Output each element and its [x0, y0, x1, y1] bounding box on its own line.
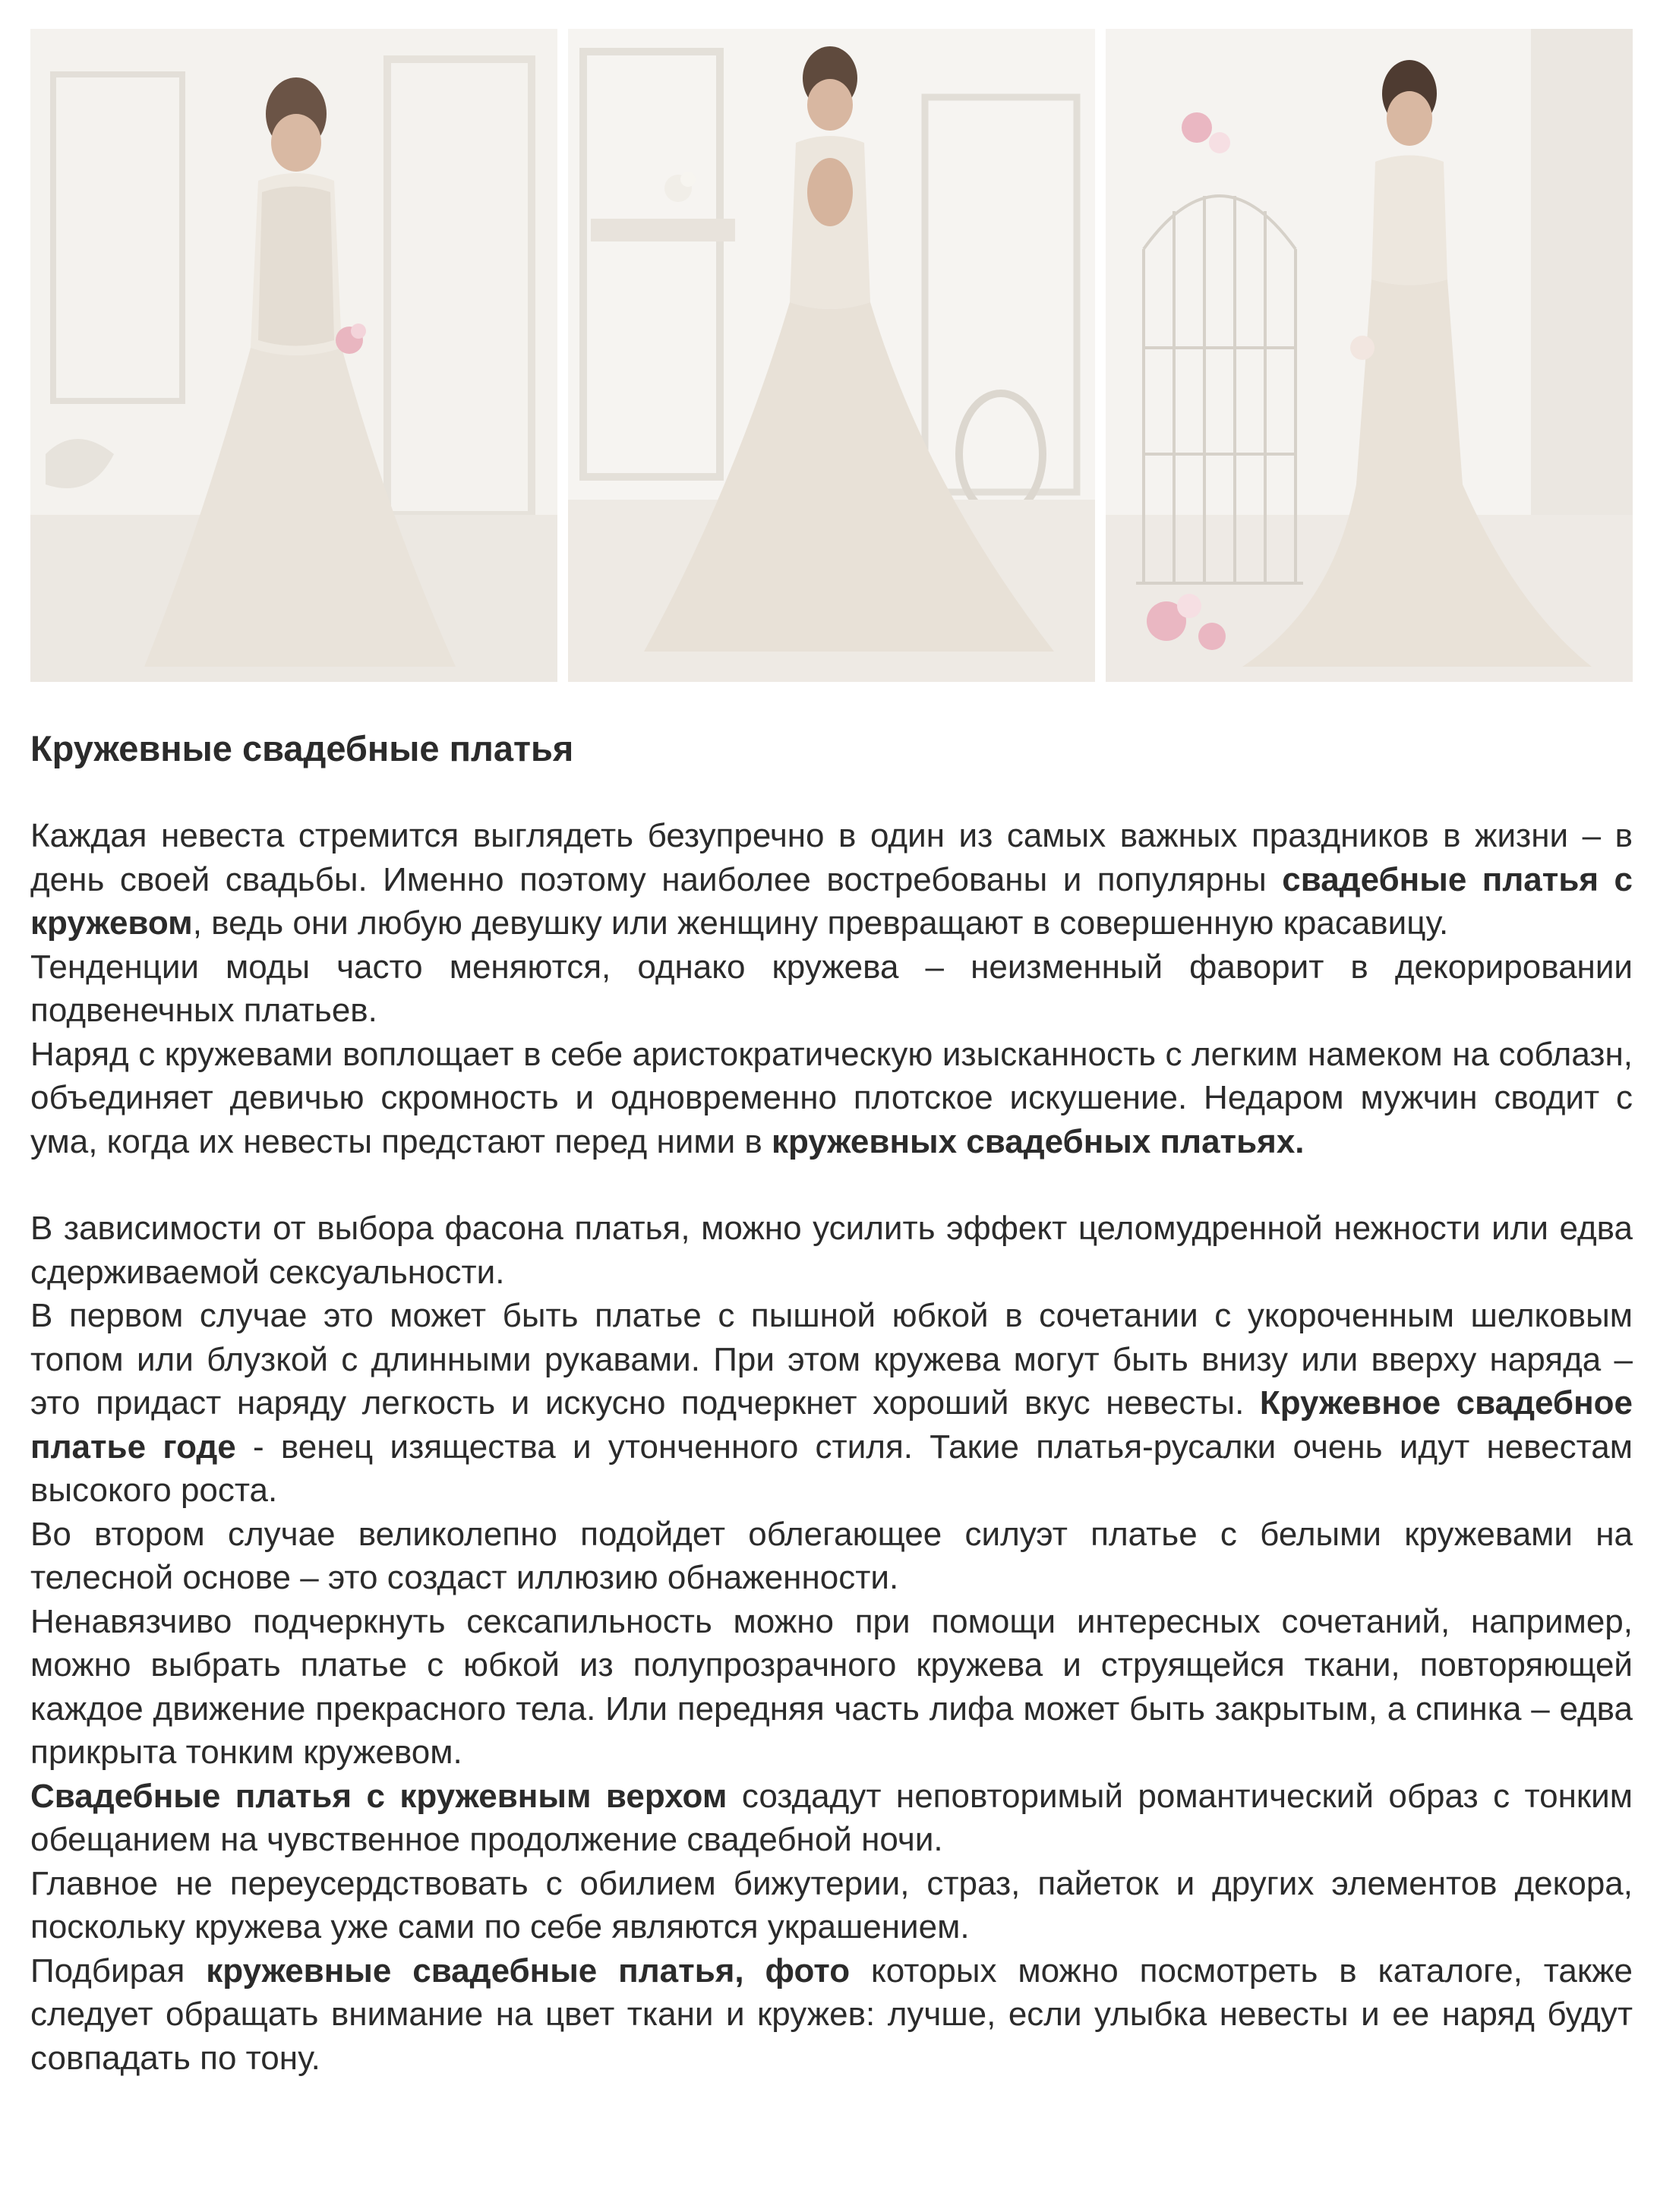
paragraph-1-text-a: Каждая невеста стремится выглядеть безупречно в один из самых важных праздников в жизни – в день своей свадьбы. Именно поэтому наиболее востребованы и популярны: [30, 817, 1633, 898]
paragraph-5-bold: Кружевное свадебное платье годе: [30, 1384, 1633, 1466]
dress-back-view-photo: [30, 29, 557, 682]
paragraph-8-bold: Свадебные платья с кружевным верхом: [30, 1777, 728, 1815]
paragraph-10-bold: кружевные свадебные платья, фото: [206, 1952, 851, 1990]
paragraph-4: В зависимости от выбора фасона платья, можно усилить эффект целомудренной нежности или едва сдерживаемой сексуальности.: [30, 1210, 1633, 1291]
paragraph-7: Ненавязчиво подчеркнуть сексапильность можно при помощи интересных сочетаний, например, можно выбрать платье с юбкой из полупрозрачного кружева и струящейся ткани, повторяющей каждое движение прекрасного тела. Или передняя часть лифа может быть закрытым, а спинка – едва прикрыта тонким кружевом.: [30, 1602, 1633, 1771]
article: [30, 725, 1633, 2080]
paragraph-10-text-c: которых можно посмотреть в каталоге, также следует обращать внимание на цвет ткани и кружев: лучше, если улыбка невесты и ее наряд будут совпадать по тону.: [30, 1952, 1633, 2077]
paragraph-5-text-c: - венец изящества и утонченного стиля. Такие платья-русалки очень идут невестам высокого роста.: [30, 1428, 1633, 1509]
paragraph-2: Тенденции моды часто меняются, однако кружева – неизменный фаворит в декорировании подвенечных платьев.: [30, 948, 1633, 1029]
paragraph-10-text-a: Подбирая: [30, 1952, 207, 1990]
paragraph-9: Главное не переусердствовать с обилием бижутерии, страз, пайеток и других элементов декора, поскольку кружева уже сами по себе являются украшением.: [30, 1864, 1633, 1945]
paragraph-8-text-c: создадут неповторимый романтический образ с тонким обещанием на чувственное продолжение свадебной ночи.: [30, 1777, 1633, 1858]
paragraph-6: Во втором случае великолепно подойдет облегающее силуэт платье с белыми кружевами на телесной основе – это создаст иллюзию обнаженности.: [30, 1515, 1633, 1596]
dress-open-back-view-photo: [568, 29, 1095, 682]
photo-strip: [30, 29, 1633, 682]
paragraph-5: [30, 1294, 1633, 1513]
paragraph-1: [30, 814, 1633, 945]
paragraph-5-text-a: В первом случае это может быть платье с пышной юбкой в сочетании с укороченным шелковым топом или блузкой с длинными рукавами. При этом кружева могут быть внизу или вверху наряда – это придаст наряду легкость и искусно подчеркнет хороший вкус невесты.: [30, 1297, 1633, 1422]
paragraph-8: [30, 1775, 1633, 1862]
paragraph-10: [30, 1949, 1633, 2081]
paragraph-3-text-a: Наряд с кружевами воплощает в себе аристократическую изысканность с легким намеком на соблазн, объединяет девичью скромность и одновременно плотское искушение. Недаром мужчин сводит с ума, когда их невесты предстают перед ними в: [30, 1035, 1633, 1160]
article-title: Кружевные свадебные платья: [30, 728, 574, 768]
paragraph-1-bold: свадебные платья с кружевом: [30, 860, 1633, 942]
dress-front-view-birdcage-photo: [1106, 29, 1633, 682]
paragraph-3: [30, 1033, 1633, 1164]
paragraph-1-text-c: , ведь они любую девушку или женщину превращают в совершенную красавицу.: [192, 904, 1449, 942]
paragraph-3-bold: кружевных свадебных платьях.: [771, 1122, 1305, 1160]
